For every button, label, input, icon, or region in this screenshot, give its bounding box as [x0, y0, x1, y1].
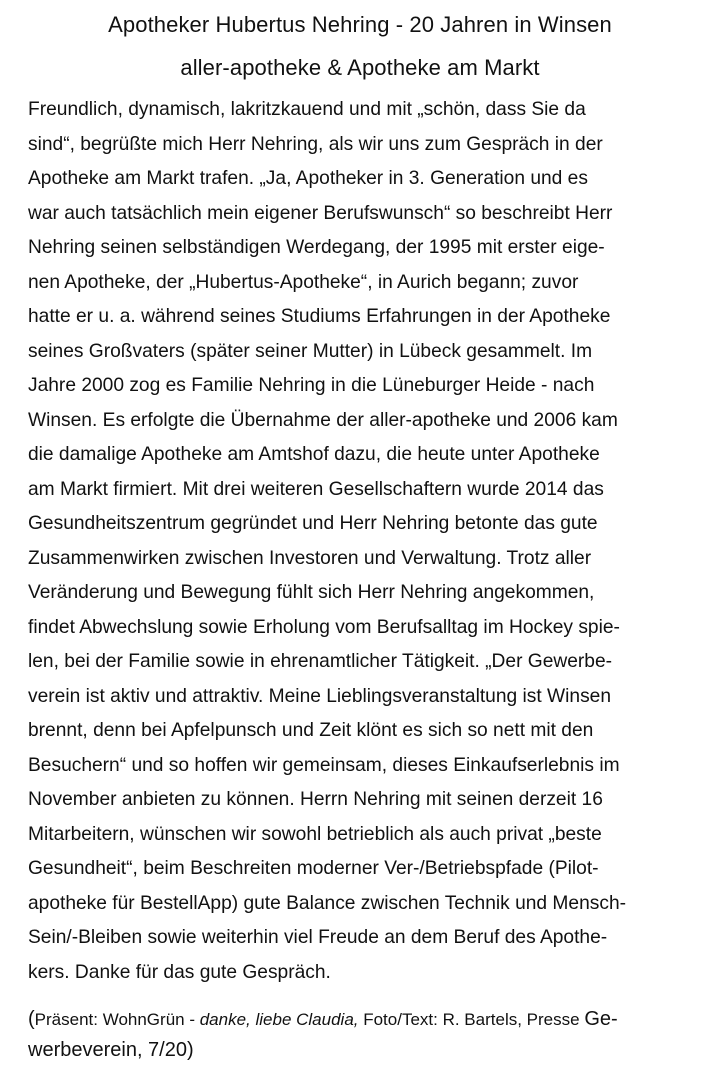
article-body: [28, 93, 692, 990]
article-line: Gesundheitszentrum gegründet und Herr Nehring betonte das gute: [28, 513, 598, 534]
article-line: Zusammenwirken zwischen Investoren und Verwaltung. Trotz aller: [28, 547, 592, 569]
article-line: seines Großvaters (später seiner Mutter) in Lübeck gesammelt. Im: [28, 340, 593, 362]
article-line: Apotheke am Markt trafen. „Ja, Apotheker in 3. Generation und es: [28, 168, 588, 189]
article-title: Apotheker Hubertus Nehring - 20 Jahren in Winsen: [108, 12, 612, 37]
article-line: Veränderung und Bewegung fühlt sich Herr Nehring angekommen,: [28, 582, 595, 603]
article-line: war auch tatsächlich mein eigener Berufswunsch“ so beschreibt Herr: [28, 202, 613, 224]
credit-text-before: Präsent: WohnGrün -: [34, 1010, 200, 1029]
article-subtitle: aller-apotheke & Apotheke am Markt: [180, 55, 540, 80]
article-line: Winsen. Es erfolgte die Übernahme der aller-apotheke und 2006 kam: [28, 409, 618, 431]
credit-ge: Ge-: [584, 1008, 618, 1030]
article-line: Jahre 2000 zog es Familie Nehring in die Lüneburger Heide - nach: [28, 375, 595, 396]
article-line: nen Apotheke, der „Hubertus-Apotheke“, in Aurich begann; zuvor: [28, 271, 579, 293]
credit-line-1: [28, 1004, 692, 1035]
article-line: November anbieten zu können. Herrn Nehring mit seinen derzeit 16: [28, 789, 603, 810]
article-line: kers. Danke für das gute Gespräch.: [28, 961, 331, 983]
article-line: Sein/-Bleiben sowie weiterhin viel Freude an dem Beruf des Apothe-: [28, 927, 608, 948]
article-line: verein ist aktiv und attraktiv. Meine Lieblingsveranstaltung ist Winsen: [28, 685, 612, 707]
article-line: findet Abwechslung sowie Erholung vom Berufsalltag im Hockey spie-: [28, 616, 620, 638]
credit-open-paren: (: [28, 1008, 35, 1030]
article-line: die damalige Apotheke am Amtshof dazu, die heute unter Apotheke: [28, 444, 600, 465]
article-line: am Markt firmiert. Mit drei weiteren Gesellschaftern wurde 2014 das: [28, 478, 604, 500]
article-line: sind“, begrüßte mich Herr Nehring, als wir uns zum Gespräch in der: [28, 133, 603, 155]
article-line: Mitarbeitern, wünschen wir sowohl betrieblich als auch privat „beste: [28, 823, 602, 845]
article-line: brennt, denn bei Apfelpunsch und Zeit klönt es sich so nett mit den: [28, 720, 594, 741]
credit-text-after: Foto/Text: R. Bartels, Presse: [358, 1010, 585, 1029]
credit-line-2: werbeverein, 7/20): [28, 1039, 194, 1061]
article-line: Besuchern“ und so hoffen wir gemeinsam, dieses Einkaufserlebnis im: [28, 754, 620, 776]
article-line: hatte er u. a. während seines Studiums Erfahrungen in der Apotheke: [28, 306, 611, 327]
article-line: Freundlich, dynamisch, lakritzkauend und mit „schön, dass Sie da: [28, 99, 586, 120]
article-line: Nehring seinen selbständigen Werdegang, der 1995 mit erster eige-: [28, 237, 605, 258]
credit-note: [28, 1004, 692, 1065]
article-line: apotheke für BestellApp) gute Balance zwischen Technik und Mensch-: [28, 892, 627, 914]
credit-italic: danke, liebe Claudia,: [199, 1010, 359, 1029]
article-line: len, bei der Familie sowie in ehrenamtlicher Tätigkeit. „Der Gewerbe-: [28, 651, 613, 672]
article-line: Gesundheit“, beim Beschreiten moderner Ver-/Betriebspfade (Pilot-: [28, 858, 599, 879]
